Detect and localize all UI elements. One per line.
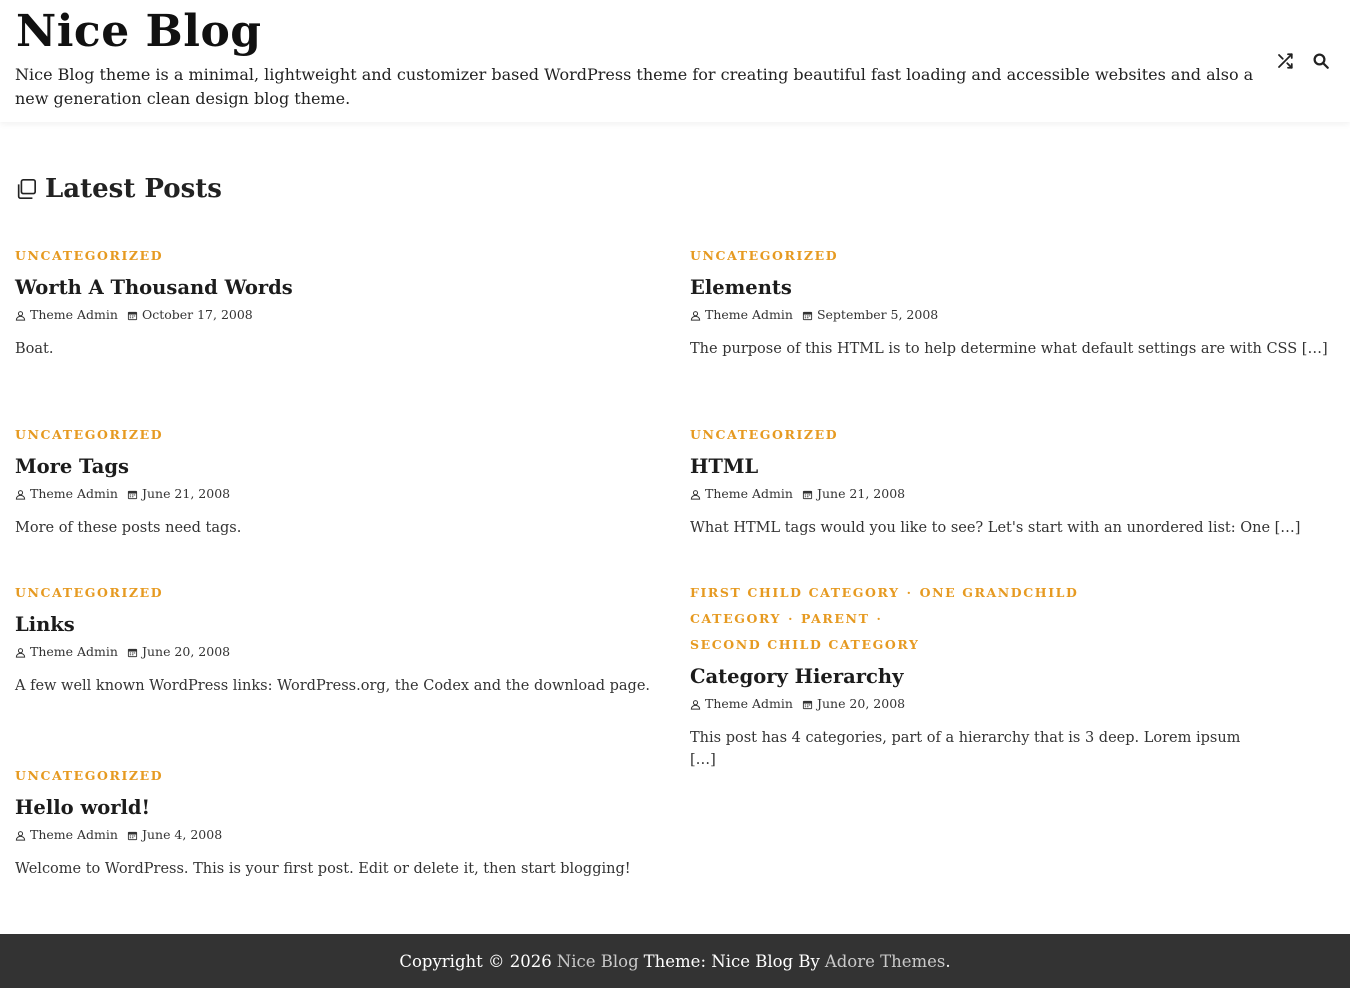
category-link[interactable]: ONE GRANDCHILD CATEGORY bbox=[690, 585, 1079, 626]
post-date[interactable]: June 4, 2008 bbox=[141, 827, 223, 842]
section-title bbox=[15, 174, 222, 204]
header-icons bbox=[1276, 52, 1330, 70]
post-categories: FIRST CHILD CATEGORY · ONE GRANDCHILD CATEGORY · PARENT · SECOND CHILD CATEGORY bbox=[690, 585, 1079, 652]
post-author[interactable]: Theme Admin bbox=[705, 486, 793, 501]
post-title[interactable]: More Tags bbox=[15, 455, 129, 478]
posts-copy-icon bbox=[15, 178, 37, 200]
footer-end: . bbox=[945, 951, 951, 971]
category-link[interactable]: SECOND CHILD CATEGORY bbox=[690, 637, 920, 652]
post-title[interactable]: HTML bbox=[690, 455, 759, 478]
post-excerpt: What HTML tags would you like to see? Let's start with an unordered list: One […] bbox=[690, 520, 1301, 536]
post-excerpt: The purpose of this HTML is to help determine what default settings are with CSS […] bbox=[690, 341, 1328, 357]
post-author[interactable]: Theme Admin bbox=[705, 307, 793, 322]
shuffle-icon[interactable] bbox=[1276, 52, 1294, 70]
site-description: Nice Blog theme is a minimal, lightweight and customizer based WordPress theme for creating beautiful fast loading and accessible websites and also a new generation clean design blog theme. bbox=[15, 65, 1254, 108]
category-link[interactable]: PARENT bbox=[801, 611, 870, 626]
user-icon bbox=[690, 699, 701, 710]
post-card bbox=[15, 422, 665, 539]
post-card bbox=[690, 580, 1250, 771]
post-title[interactable]: Links bbox=[15, 613, 75, 636]
post-author[interactable]: Theme Admin bbox=[30, 486, 118, 501]
post-card bbox=[15, 243, 665, 360]
post-meta bbox=[690, 695, 1250, 713]
category-link[interactable]: FIRST CHILD CATEGORY bbox=[690, 585, 900, 600]
calendar-icon bbox=[127, 489, 138, 500]
site-footer bbox=[0, 934, 1350, 988]
post-meta bbox=[15, 643, 665, 661]
post-excerpt: Boat. bbox=[15, 341, 54, 357]
post-categories bbox=[15, 422, 665, 448]
post-card bbox=[15, 763, 665, 880]
post-date[interactable]: June 21, 2008 bbox=[816, 486, 906, 501]
user-icon bbox=[15, 489, 26, 500]
category-link[interactable]: UNCATEGORIZED bbox=[690, 427, 839, 442]
post-categories bbox=[15, 580, 665, 606]
post-title[interactable]: Worth A Thousand Words bbox=[15, 276, 293, 299]
calendar-icon bbox=[127, 647, 138, 658]
category-link[interactable]: UNCATEGORIZED bbox=[15, 768, 164, 783]
post-card bbox=[690, 243, 1340, 360]
post-meta bbox=[690, 306, 1340, 324]
post-date[interactable]: June 20, 2008 bbox=[141, 644, 231, 659]
calendar-icon bbox=[802, 699, 813, 710]
post-categories bbox=[15, 243, 665, 269]
section-title-label: Latest Posts bbox=[45, 174, 222, 204]
post-excerpt: A few well known WordPress links: WordPress.org, the Codex and the download page. bbox=[15, 678, 651, 694]
post-excerpt: More of these posts need tags. bbox=[15, 520, 242, 536]
post-author[interactable]: Theme Admin bbox=[30, 827, 118, 842]
category-link[interactable]: UNCATEGORIZED bbox=[690, 248, 839, 263]
site-header bbox=[0, 0, 1350, 122]
post-date[interactable]: June 21, 2008 bbox=[141, 486, 231, 501]
footer-copyright: Copyright © 2026 bbox=[399, 951, 552, 971]
post-title[interactable]: Elements bbox=[690, 276, 792, 299]
user-icon bbox=[15, 310, 26, 321]
post-categories bbox=[690, 422, 1340, 448]
site-title[interactable]: Nice Blog bbox=[16, 6, 262, 57]
category-link[interactable]: UNCATEGORIZED bbox=[15, 427, 164, 442]
user-icon bbox=[690, 489, 701, 500]
search-icon[interactable] bbox=[1312, 52, 1330, 70]
post-categories bbox=[690, 243, 1340, 269]
post-author[interactable]: Theme Admin bbox=[705, 696, 793, 711]
category-link[interactable]: UNCATEGORIZED bbox=[15, 585, 164, 600]
post-author[interactable]: Theme Admin bbox=[30, 644, 118, 659]
footer-theme-text: Theme: Nice Blog By bbox=[643, 951, 820, 971]
category-link[interactable]: UNCATEGORIZED bbox=[15, 248, 164, 263]
user-icon bbox=[15, 647, 26, 658]
post-date[interactable]: June 20, 2008 bbox=[816, 696, 906, 711]
post-meta bbox=[15, 826, 665, 844]
post-meta bbox=[15, 306, 665, 324]
post-author[interactable]: Theme Admin bbox=[30, 307, 118, 322]
footer-author-link[interactable]: Adore Themes bbox=[824, 951, 946, 971]
post-date[interactable]: October 17, 2008 bbox=[141, 307, 253, 322]
calendar-icon bbox=[802, 310, 813, 321]
post-excerpt: Welcome to WordPress. This is your first post. Edit or delete it, then start blogging! bbox=[15, 861, 631, 877]
footer-site-link[interactable]: Nice Blog bbox=[556, 951, 639, 971]
post-title[interactable]: Category Hierarchy bbox=[690, 665, 904, 688]
calendar-icon bbox=[802, 489, 813, 500]
user-icon bbox=[15, 830, 26, 841]
post-card bbox=[690, 422, 1340, 539]
post-date[interactable]: September 5, 2008 bbox=[816, 307, 939, 322]
post-meta bbox=[690, 485, 1340, 503]
calendar-icon bbox=[127, 830, 138, 841]
calendar-icon bbox=[127, 310, 138, 321]
post-title[interactable]: Hello world! bbox=[15, 796, 151, 819]
post-card bbox=[15, 580, 665, 697]
post-excerpt: This post has 4 categories, part of a hierarchy that is 3 deep. Lorem ipsum […] bbox=[690, 730, 1241, 768]
user-icon bbox=[690, 310, 701, 321]
post-categories bbox=[15, 763, 665, 789]
post-meta bbox=[15, 485, 665, 503]
